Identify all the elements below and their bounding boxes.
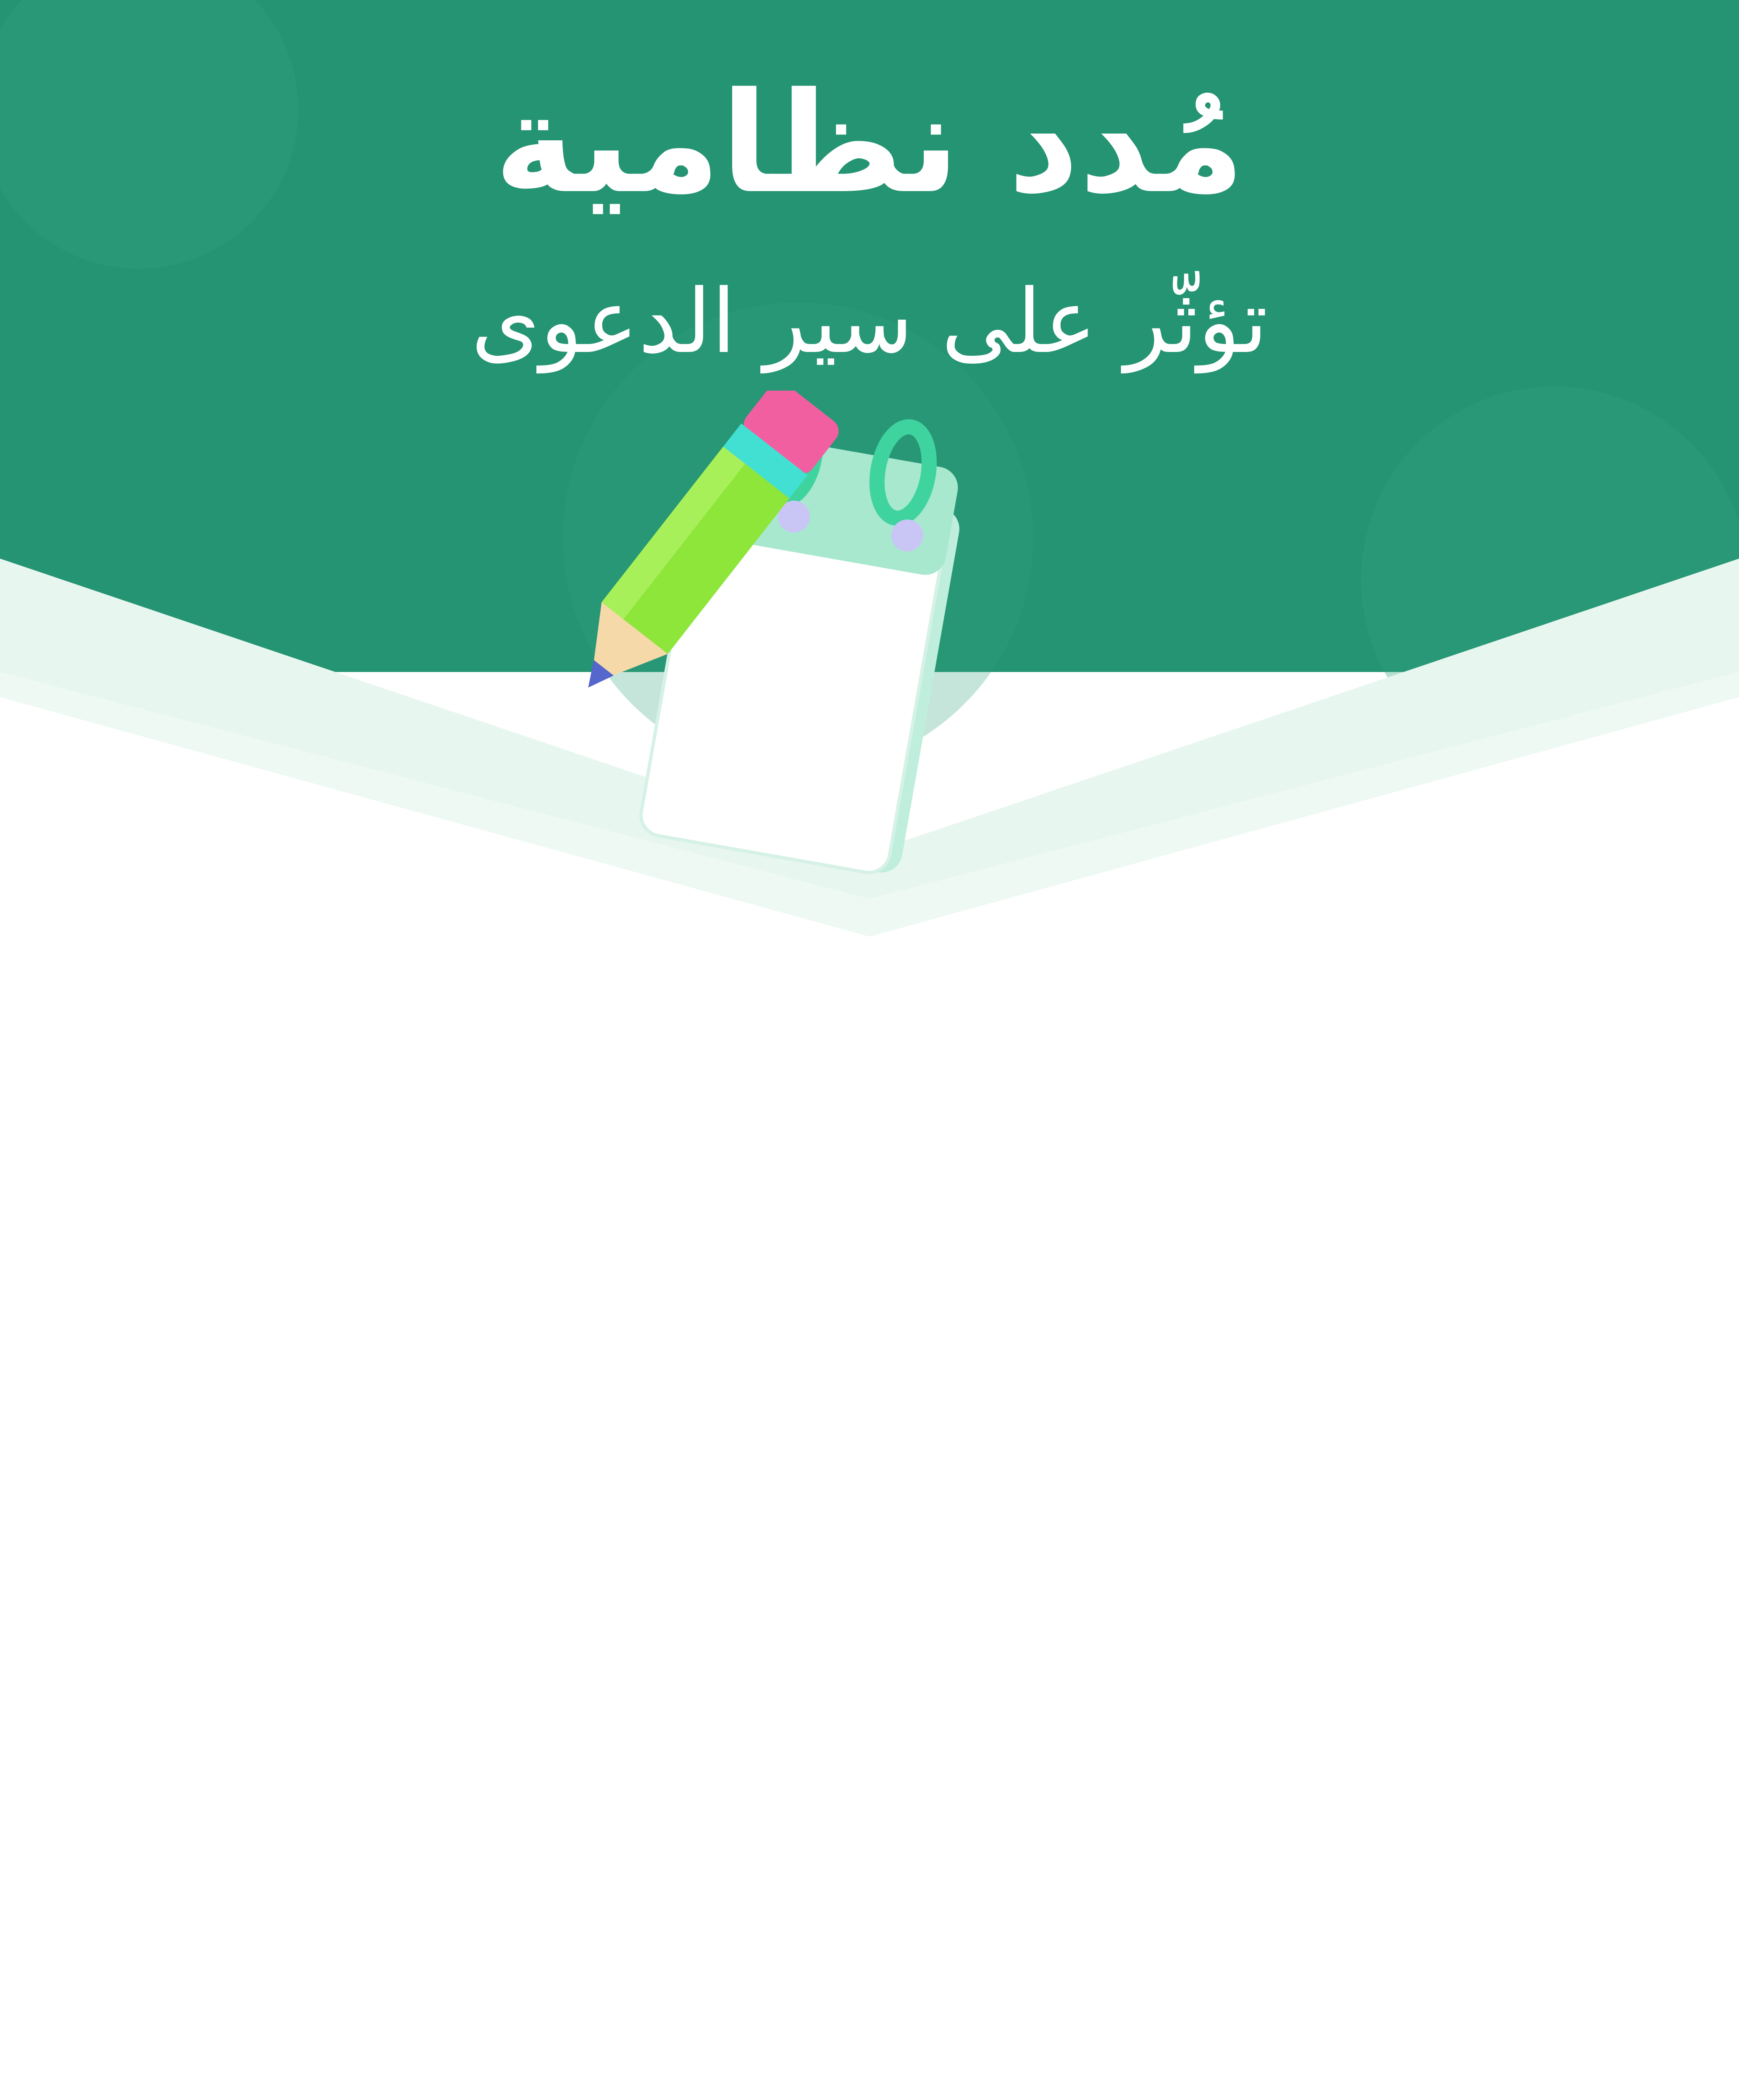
page-subtitle: تؤثّر على سير الدعوى	[471, 270, 1268, 373]
page-title: مُدد نظامية	[494, 63, 1245, 224]
pencil-calendar-illustration	[483, 391, 1050, 916]
